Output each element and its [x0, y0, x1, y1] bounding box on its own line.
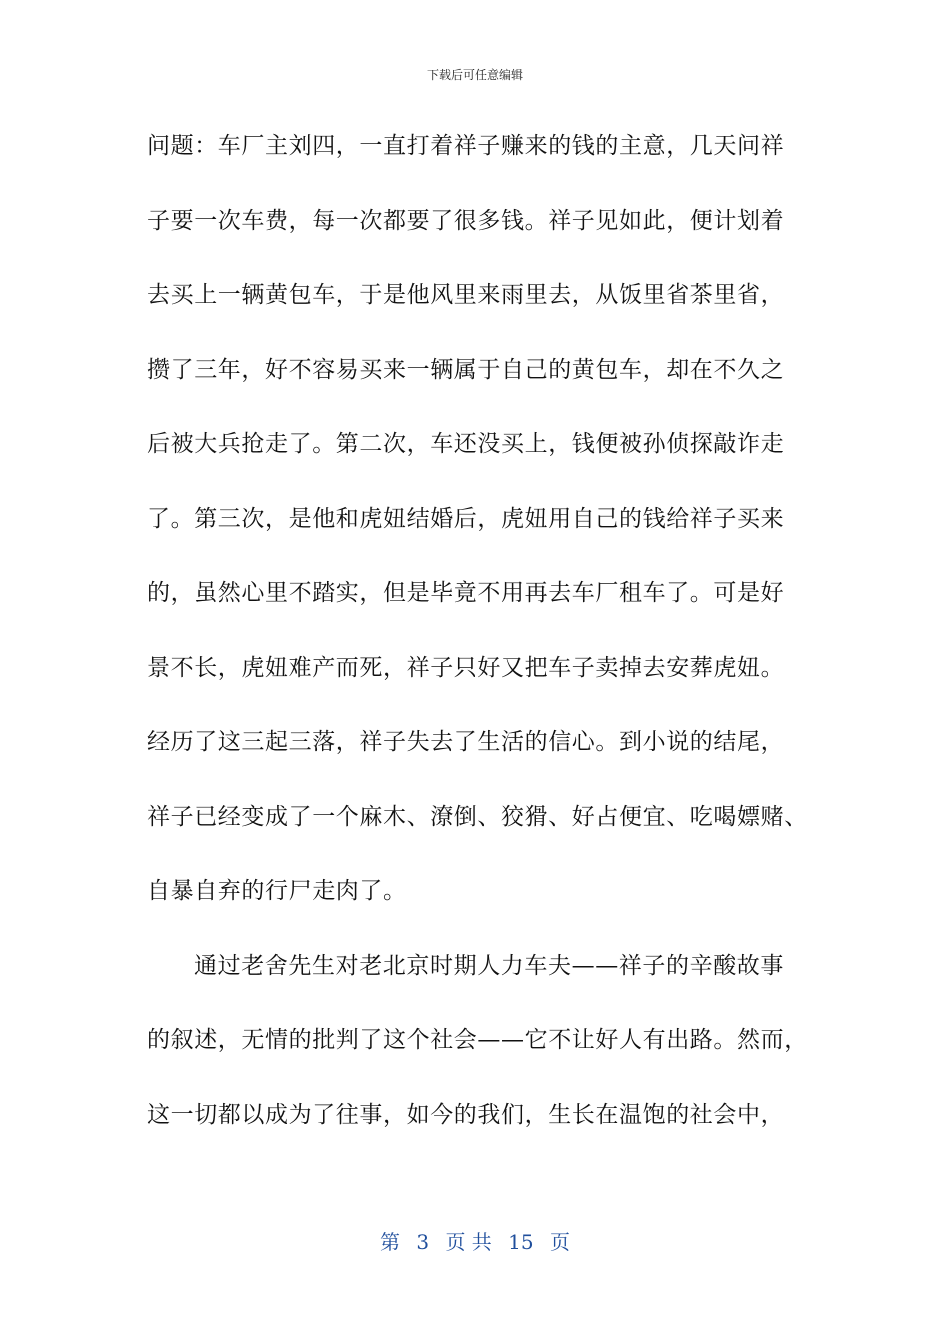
text-line: 自暴自弃的行尸走肉了。 [147, 878, 407, 904]
text-line: 景不长，虎妞难产而死，祥子只好又把车子卖掉去安葬虎妞。 [147, 654, 785, 681]
text-line: 经历了这三起三落，祥子失去了生活的信心。到小说的结尾， [147, 729, 785, 755]
text-line: 攒了三年，好不容易买来一辆属于自己的黄包车，却在不久之 [147, 356, 785, 383]
footer-page-number: 3 [416, 1230, 430, 1254]
page-footer [0, 1226, 950, 1255]
footer-total-pages: 15 [508, 1230, 534, 1254]
text-line: 这一切都以成为了往事，如今的我们，生长在温饱的社会中， [147, 1101, 785, 1128]
paragraph-1 [147, 118, 827, 938]
footer-suffix: 页 [549, 1230, 570, 1254]
text-line: 后被大兵抢走了。第二次，车还没买上，钱便被孙侦探敲诈走 [147, 431, 785, 457]
text-line: 祥子已经变成了一个麻木、潦倒、狡猾、好占便宜、吃喝嫖赌、 [147, 803, 808, 830]
text-line: 子要一次车费，每一次都要了很多钱。祥子见如此，便计划着 [147, 207, 785, 234]
text-line: 通过老舍先生对老北京时期人力车夫——祥子的辛酸故事 [194, 952, 784, 979]
text-line: 去买上一辆黄包车，于是他风里来雨里去，从饭里省茶里省， [147, 282, 785, 308]
body-text [147, 118, 827, 1161]
text-line: 问题：车厂主刘四，一直打着祥子赚来的钱的主意，几天问祥 [147, 133, 785, 159]
text-line: 的叙述，无情的批判了这个社会——它不让好人有出路。然而， [147, 1027, 808, 1053]
footer-prefix: 第 [380, 1230, 400, 1254]
text-line: 的，虽然心里不踏实，但是毕竟不用再去车厂租车了。可是好 [147, 580, 785, 606]
footer-middle: 页 共 [445, 1230, 492, 1254]
paragraph-2 [147, 938, 827, 1162]
page-header: 下载后可任意编辑 [426, 68, 523, 82]
text-line: 了。第三次，是他和虎妞结婚后，虎妞用自己的钱给祥子买来 [147, 505, 785, 532]
